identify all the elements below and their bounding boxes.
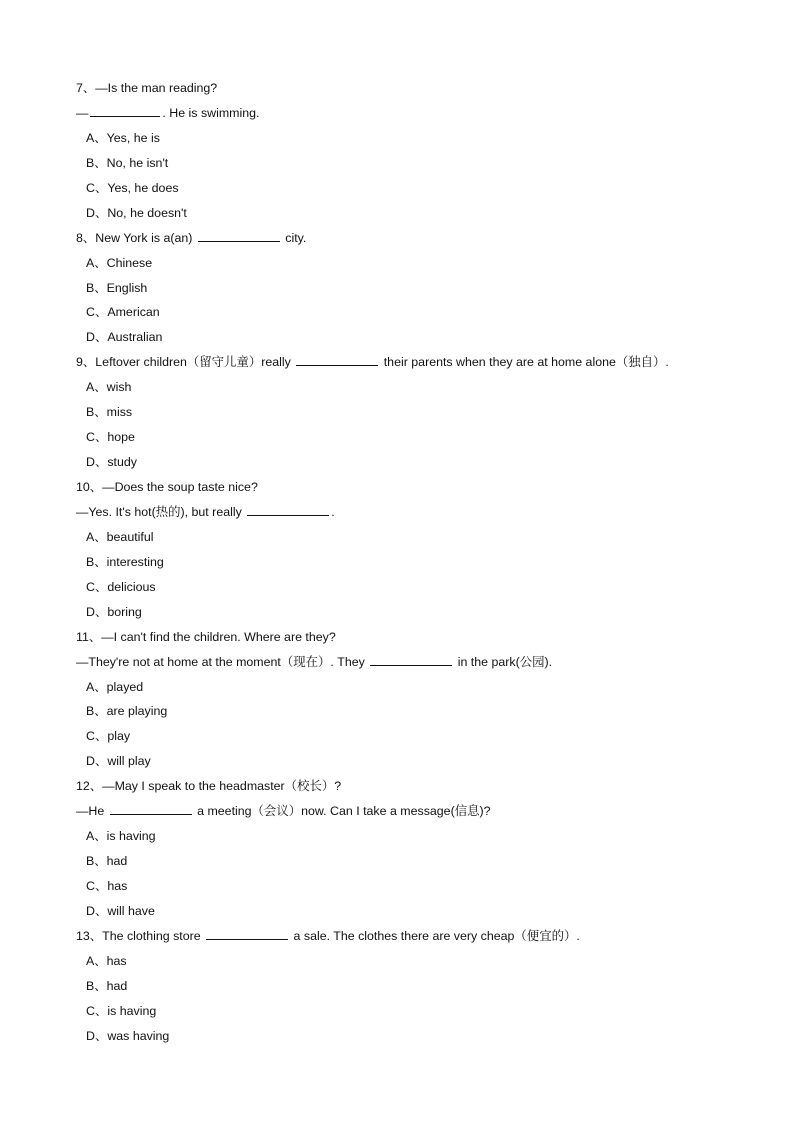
question-12-option-b: B、had: [86, 854, 128, 869]
question-list: [76, 76, 736, 1049]
answer-blank: [198, 229, 280, 242]
stem-prefix: 9、Leftover children（留守儿童）really: [76, 355, 295, 370]
question-7-answer-line: [76, 101, 736, 126]
question-10-option-d: D、boring: [86, 604, 142, 619]
question-9-option-b: B、miss: [86, 405, 133, 420]
question-7-option-d: D、No, he doesn't: [86, 205, 187, 220]
question-12-stem: 12、—May I speak to the headmaster（校长）?: [76, 779, 342, 794]
question-7-option-c: C、Yes, he does: [86, 180, 179, 195]
question-8-option-b: B、English: [86, 280, 148, 295]
question-12-option-a: A、is having: [86, 829, 156, 844]
question-12-answer-line: [76, 799, 736, 824]
question-11-option-d: D、will play: [86, 754, 151, 769]
answer-suffix: a meeting（会议）now. Can I take a message(信息)?: [193, 804, 491, 819]
stem-prefix: 13、The clothing store: [76, 928, 205, 943]
answer-prefix: —Yes. It's hot(热的), but really: [76, 504, 246, 519]
question-13-option-d: D、was having: [86, 1028, 170, 1043]
answer-prefix: —He: [76, 804, 108, 819]
question-10-stem: 10、—Does the soup taste nice?: [76, 480, 258, 494]
answer-blank: [110, 802, 192, 815]
answer-blank: [247, 503, 329, 516]
answer-prefix: —They're not at home at the moment（现在）. They: [76, 654, 369, 669]
question-10-answer-line: [76, 500, 736, 525]
question-7-stem: 7、—Is the man reading?: [76, 81, 218, 95]
answer-blank: [370, 653, 452, 666]
question-13-option-b: B、had: [86, 978, 128, 993]
question-10-option-b: B、interesting: [86, 554, 164, 569]
question-8-option-d: D、Australian: [86, 330, 163, 345]
question-9-option-d: D、study: [86, 455, 137, 470]
question-8-option-a: A、Chinese: [86, 255, 153, 270]
stem-suffix: city.: [281, 230, 307, 245]
answer-suffix: .: [331, 504, 335, 519]
stem-suffix: their parents when they are at home alone（独自）.: [380, 355, 669, 370]
question-11-option-b: B、are playing: [86, 704, 168, 719]
answer-blank: [296, 353, 378, 366]
answer-suffix: in the park(公园).: [454, 654, 553, 669]
answer-suffix: . He is swimming.: [162, 105, 260, 120]
question-11-option-a: A、played: [86, 679, 144, 694]
answer-prefix: —: [76, 105, 89, 120]
question-12-option-c: C、has: [86, 879, 128, 893]
question-11-answer-line: [76, 650, 736, 675]
question-10-option-a: A、beautiful: [86, 529, 154, 544]
question-9-stem: [76, 350, 736, 375]
question-11-option-c: C、play: [86, 729, 131, 744]
answer-blank: [90, 104, 160, 117]
question-7-option-a: A、Yes, he is: [86, 130, 160, 145]
stem-suffix: a sale. The clothes there are very cheap（便宜的）.: [290, 928, 580, 943]
answer-blank: [206, 927, 288, 940]
question-9-option-a: A、wish: [86, 380, 132, 395]
stem-prefix: 8、New York is a(an): [76, 230, 196, 245]
question-12-option-d: D、will have: [86, 903, 155, 918]
question-10-option-c: C、delicious: [86, 579, 156, 594]
question-11-stem: 11、—I can't find the children. Where are they?: [76, 629, 336, 644]
question-13-option-a: A、has: [86, 953, 127, 968]
question-13-stem: [76, 924, 736, 949]
question-7-option-b: B、No, he isn't: [86, 155, 169, 170]
question-9-option-c: C、hope: [86, 430, 135, 445]
question-8-option-c: C、American: [86, 305, 160, 320]
question-8-stem: [76, 226, 736, 251]
question-13-option-c: C、is having: [86, 1003, 157, 1018]
